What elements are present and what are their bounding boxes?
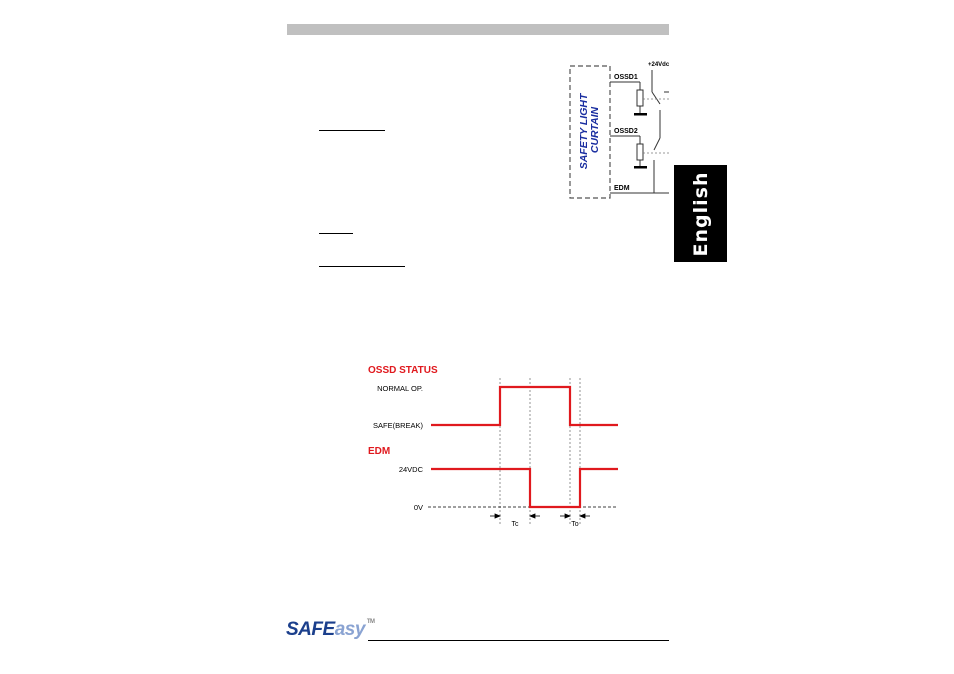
safe-break-label: SAFE(BREAK): [372, 421, 423, 430]
ossd-signal: [431, 387, 618, 425]
supply-label: +24Vdc: [648, 62, 670, 68]
footer-rule: [368, 640, 669, 641]
language-tab-label: English: [689, 171, 712, 256]
curtain-label: SAFETY LIGHT CURTAIN: [578, 93, 601, 170]
safeasy-logo: SAFEasy ™: [286, 619, 375, 640]
ossd1-label: OSSD1: [614, 74, 638, 81]
tc-label: Tc: [511, 521, 519, 528]
ossd-status-title: OSSD STATUS: [368, 365, 438, 376]
v24-label: 24VDC: [398, 465, 423, 474]
ossd2-label: OSSD2: [614, 128, 638, 135]
to-label: To: [571, 521, 579, 528]
normal-op-label: NORMAL OP.: [377, 384, 423, 393]
timing-diagram: [368, 365, 618, 528]
edm-title: EDM: [368, 446, 391, 457]
edm-label: EDM: [614, 185, 630, 192]
edm-signal: [431, 469, 618, 507]
v0-label: 0V: [413, 503, 423, 512]
wiring-diagram: [570, 62, 670, 198]
